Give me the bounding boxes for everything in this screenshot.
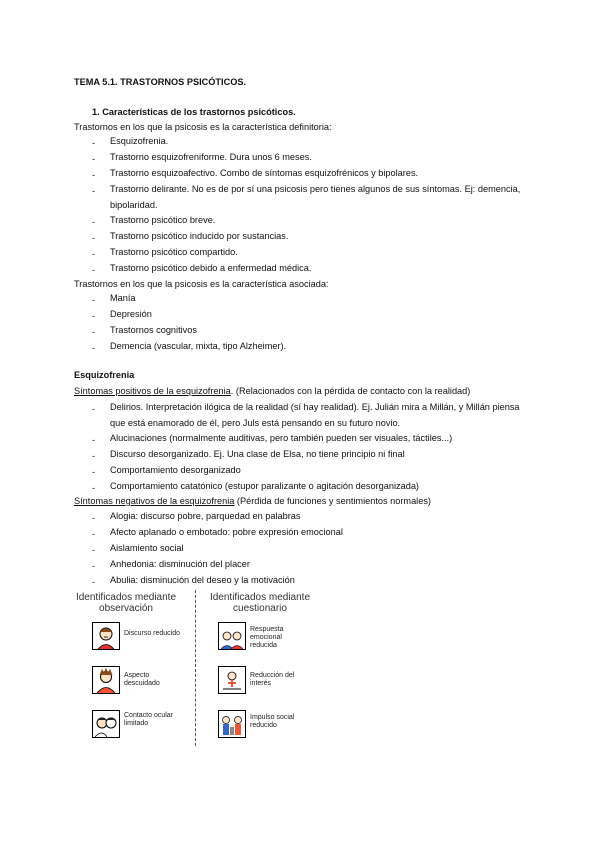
reduced-speech-icon [92, 622, 120, 650]
figure-left-title: Identificados mediante observación [75, 592, 177, 614]
limited-eye-contact-icon [92, 710, 120, 738]
disheveled-appearance-icon [92, 666, 120, 694]
negativos-title: Síntomas negativos de la esquizofrenia [74, 496, 235, 506]
list-item: Trastorno delirante. No es de por sí una psicosis pero tienes algunos de sus síntomas. Ej: demencia, bipolaridad. [110, 184, 521, 210]
figure-caption: Contacto ocular limitado [124, 712, 174, 727]
list-item: Demencia (vascular, mixta, tipo Alzheimer). [110, 341, 287, 351]
list-item: Abulia: disminución del deseo y la motivación [110, 575, 295, 585]
figure-divider [195, 590, 196, 746]
list-item: Comportamiento catatónico (estupor paralizante o agitación desorganizada) [110, 481, 419, 491]
intro-definitoria: Trastornos en los que la psicosis es la característica definitoria: [74, 122, 332, 132]
list-item: Alogia: discurso pobre, parquedad en palabras [110, 511, 301, 521]
list-item: Trastorno psicótico debido a enfermedad médica. [110, 263, 312, 273]
figure-caption: Discurso reducido [124, 630, 181, 637]
list-item: Trastorno psicótico inducido por sustancias. [110, 231, 289, 241]
list-item: Delirios. Interpretación ilógica de la realidad (sí hay realidad). Ej. Julián mira a Millán, y Millán piensa que está enamorado de él, pero Juls está pensando en su futuro novio. [110, 402, 520, 428]
figure-caption: Aspecto descuidado [124, 672, 160, 687]
reduced-interest-icon [218, 666, 246, 694]
positivos-title: Síntomas positivos de la esquizofrenia [74, 386, 231, 396]
list-item: Manía [110, 293, 136, 303]
positivos-note: . (Relacionados con la pérdida de contacto con la realidad) [230, 386, 471, 396]
list-item: Depresión [110, 309, 152, 319]
intro-asociada: Trastornos en los que la psicosis es la característica asociada: [74, 279, 329, 289]
reduced-emotional-response-icon [218, 622, 246, 650]
figure-caption: Reducción del interés [250, 672, 295, 687]
document-title: TEMA 5.1. TRASTORNOS PSICÓTICOS. [74, 77, 247, 87]
list-item: Afecto aplanado o embotado: pobre expresión emocional [110, 527, 343, 537]
figure-caption: Impulso social reducido [250, 714, 295, 729]
positivos-heading [74, 385, 470, 397]
list-item: Comportamiento desorganizado [110, 465, 241, 475]
figure-right-title: Identificados mediante cuestionario [209, 592, 311, 614]
list-item: Anhedonia: disminución del placer [110, 559, 250, 569]
section-heading: 1. Características de los trastornos psicóticos. [92, 107, 296, 117]
list-item: Trastorno psicótico compartido. [110, 247, 238, 257]
negativos-heading [74, 495, 431, 507]
list-item: Trastorno esquizofreniforme. Dura unos 6 meses. [110, 152, 312, 162]
figure-caption: Respuesta emocional reducida [250, 626, 284, 649]
list-item: Discurso desorganizado. Ej. Una clase de Elsa, no tiene principio ni final [110, 449, 405, 459]
list-item: Esquizofrenia. [110, 136, 169, 146]
list-item: Trastorno esquizoafectivo. Combo de síntomas esquizofrénicos y bipolares. [110, 168, 419, 178]
symptoms-figure [64, 588, 324, 748]
list-item: Aislamiento social [110, 543, 184, 553]
document-page: TEMA 5.1. TRASTORNOS PSICÓTICOS. 1. Características de los trastornos psicóticos. Trastornos en los que la psicosis es la característica definitoria: - Esquizofrenia. - Trastorno esquizofreniforme. Dura unos 6 meses. - Trastorno esquizoafectivo. Combo de síntomas esquizofrénicos y bipolares. - Trastorno delirante. No es de por sí una psicosis pero tienes algunos de sus síntomas. Ej: demencia, bipolaridad. - Trastorno psicótico breve. - Trastorno psicótico inducido por sustancias. - Trastorno psicótico compartido. - Trastorno psicótico debido a enfermedad médica. Trastornos en los que la psicosis es la característica asociada: - Manía - Depresión - Trastornos cognitivos - Demencia (vascular, mixta, tipo Alzheimer). Esquizofrenia Síntomas positivos de la esquizofrenia. (Relacionados con la pérdida de contacto con la realidad) - Delirios. Interpretación ilógica de la realidad (sí hay realidad). Ej. Julián mira a Millán, y Millán piensa que está enamorado de él, pero Juls está pensando en su futuro novio. - Alucinaciones (normalmente auditivas, pero también pueden ser visuales, táctiles...) - Discurso desorganizado. Ej. Una clase de Elsa, no tiene principio ni final - Comportamiento desorganizado - Comportamiento catatónico (estupor paralizante o agitación desorganizada) Síntomas negativos de la esquizofrenia (Pérdida de funciones y sentimientos normales) - Alogia: discurso pobre, parquedad en palabras - Afecto aplanado o embotado: pobre expresión emocional - Aislamiento social - Anhedonia: disminución del placer - Abulia: disminución del deseo y la motivación Identificados mediante observación Identificados mediante cuestionario Discurso reducido Aspecto descuidado Contacto ocular limitado Respuesta emocional reducida Reducción del interés Impulso social reducido [0, 0, 600, 848]
list-item: Alucinaciones (normalmente auditivas, pero también pueden ser visuales, táctiles...) [110, 433, 453, 443]
reduced-social-drive-icon [218, 710, 246, 738]
list-item: Trastornos cognitivos [110, 325, 197, 335]
negativos-note: (Pérdida de funciones y sentimientos normales) [234, 496, 431, 506]
list-item: Trastorno psicótico breve. [110, 215, 216, 225]
esquizofrenia-heading: Esquizofrenia [74, 370, 135, 380]
